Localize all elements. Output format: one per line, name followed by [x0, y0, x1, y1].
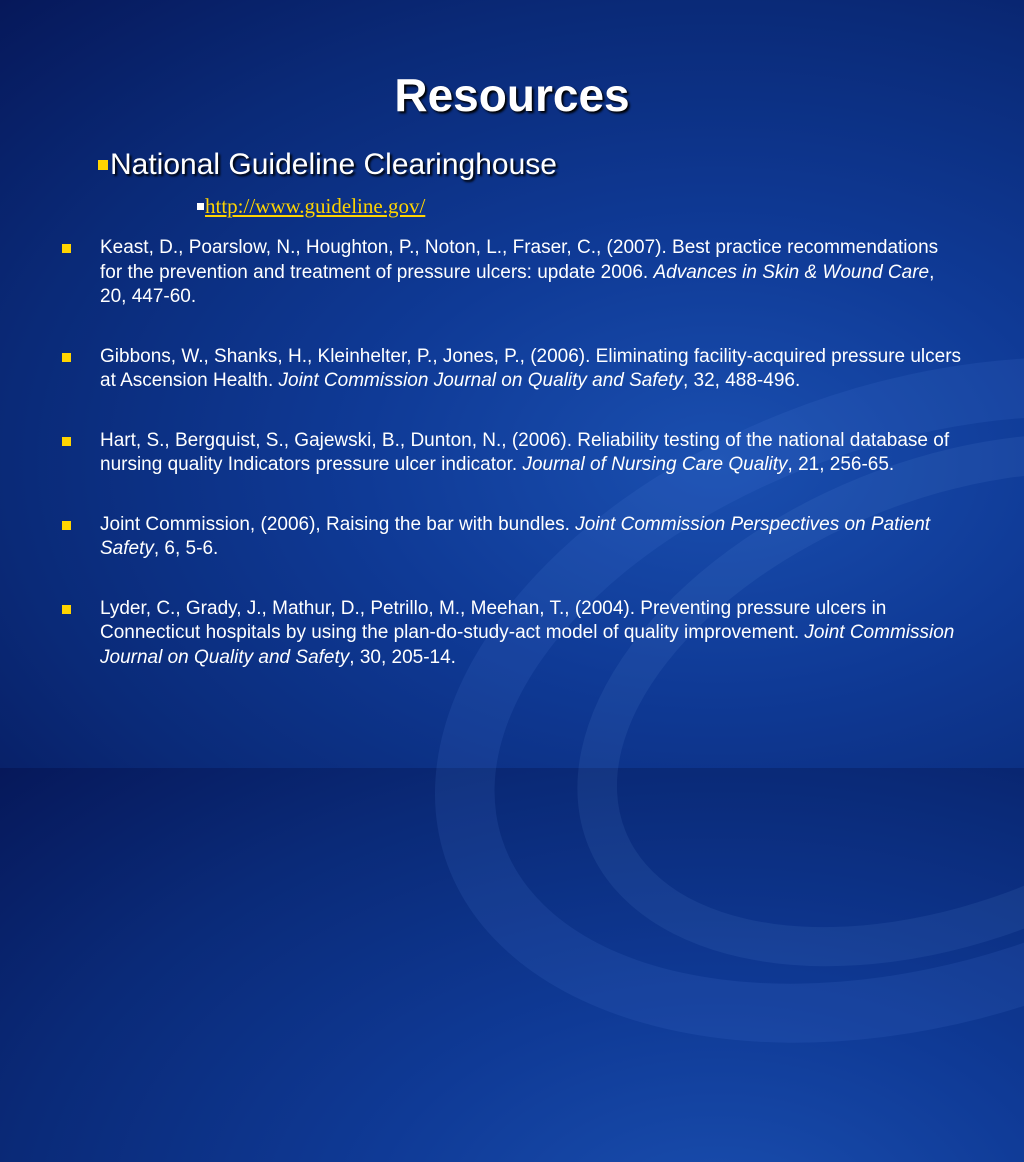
reference-authors: Joint Commission, (2006), Raising the bar with bundles.	[100, 513, 576, 535]
square-bullet-icon	[62, 244, 71, 253]
heading-item	[98, 148, 557, 182]
reference-details: , 30, 205-14.	[349, 646, 456, 668]
square-bullet-icon	[98, 160, 108, 170]
square-bullet-icon	[62, 521, 71, 530]
slide-title: Resources	[394, 69, 630, 121]
reference-item	[62, 345, 962, 394]
reference-item	[62, 429, 962, 478]
guideline-link[interactable]: http://www.guideline.gov/	[205, 194, 426, 218]
reference-details: , 6, 5-6.	[153, 538, 219, 559]
reference-details: , 20, 447-60.	[100, 261, 935, 307]
reference-item	[62, 513, 962, 562]
link-item	[197, 194, 425, 219]
reference-authors: Gibbons, W., Shanks, H., Kleinhelter, P., Jones, P., (2006). Eliminating facility-acquired pressure ulcers at Ascension Health.	[100, 345, 962, 391]
reference-journal: Advances in Skin & Wound Care	[653, 261, 930, 283]
reference-journal: Joint Commission Perspectives on Patient Safety	[100, 513, 931, 559]
square-bullet-icon	[62, 605, 71, 614]
reference-authors: Lyder, C., Grady, J., Mathur, D., Petrillo, M., Meehan, T., (2004). Preventing pressure ulcers in Connecticut hospitals by using the plan-do-study-act model of quality improvement.	[100, 597, 887, 643]
square-bullet-icon	[62, 437, 71, 446]
reference-journal: Joint Commission Journal on Quality and Safety	[100, 622, 955, 668]
reference-details: , 21, 256-65.	[787, 454, 895, 475]
heading-text: National Guideline Clearinghouse	[110, 148, 557, 181]
reference-item	[62, 597, 962, 671]
small-square-bullet-icon	[197, 203, 204, 210]
reference-journal: Joint Commission Journal on Quality and Safety	[278, 370, 683, 391]
reference-authors: Keast, D., Poarslow, N., Houghton, P., Noton, L., Fraser, C., (2007). Best practice recommendations for the prevention and treatment of pressure ulcers: update 2006.	[100, 237, 939, 283]
reference-authors: Hart, S., Bergquist, S., Gajewski, B., Dunton, N., (2006). Reliability testing of the national database of nursing quality Indicators pressure ulcer indicator.	[100, 429, 950, 475]
reference-details: , 32, 488-496.	[682, 370, 801, 391]
reference-list	[62, 236, 962, 705]
square-bullet-icon	[62, 353, 71, 362]
reference-item	[62, 236, 962, 310]
reference-journal: Journal of Nursing Care Quality	[522, 454, 788, 475]
